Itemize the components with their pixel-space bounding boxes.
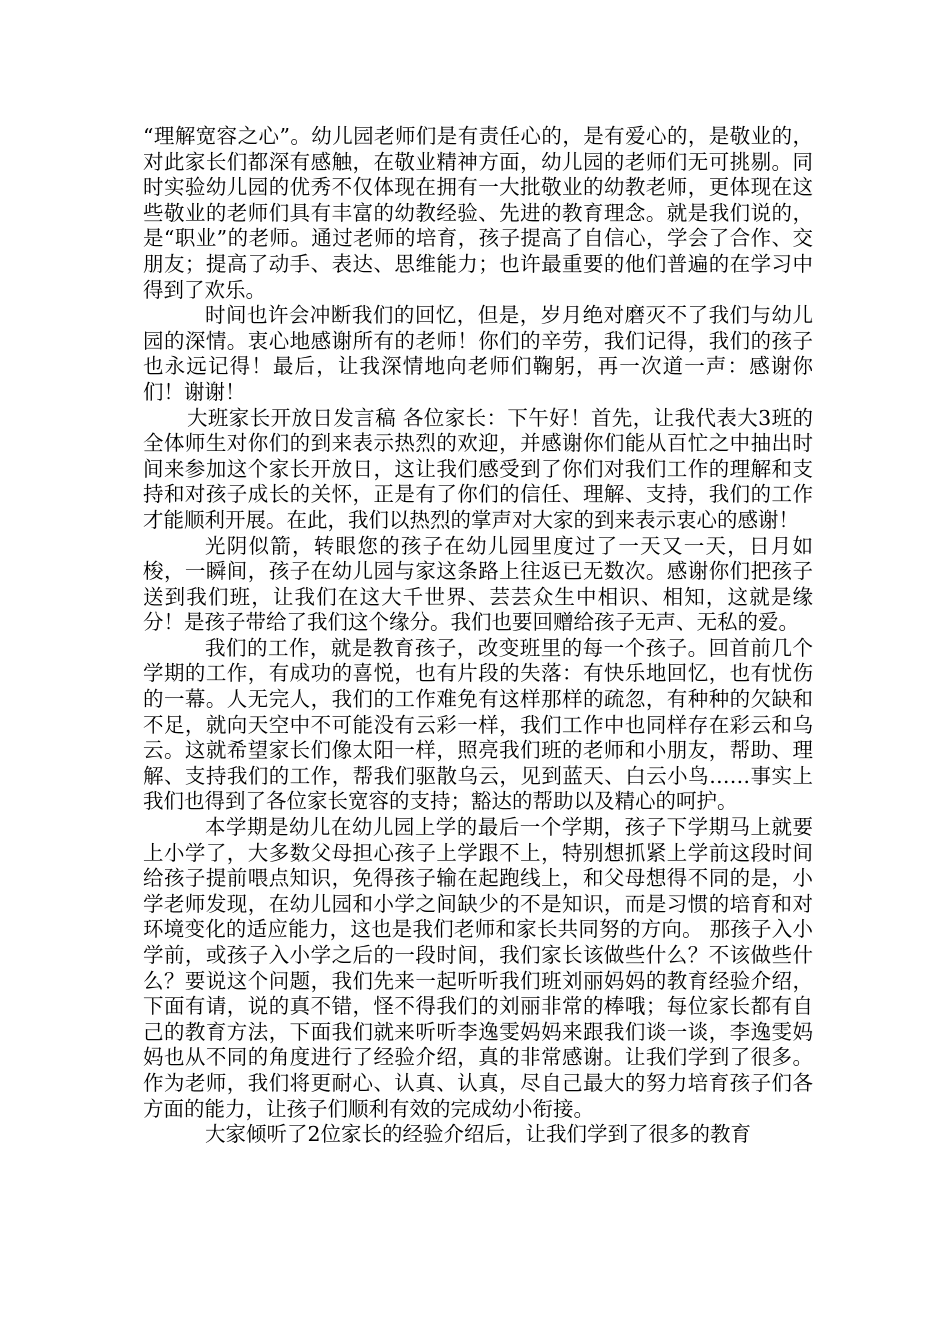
- paragraph-3: 大班家长开放日发言稿 各位家长：下午好！首先，让我代表大3班的全体师生对你们的到来表示热烈的欢迎，并感谢你们能从百忙之中抽出时间来参加这个家长开放日，这让我们感受到了你们对我们工作的理解和支持和对孩子成长的关怀，正是有了你们的信任、理解、支持，我们的工作才能顺利开展。在此，我们以热烈的掌声对大家的到来表示衷心的感谢！: [143, 405, 813, 532]
- paragraph-1: “理解宽容之心”。幼儿园老师们是有责任心的，是有爱心的，是敬业的，对此家长们都深有感触，在敬业精神方面，幼儿园的老师们无可挑剔。同时实验幼儿园的优秀不仅体现在拥有一大批敬业的幼教老师，更体现在这些敬业的老师们具有丰富的幼教经验、先进的教育理念。就是我们说的，是“职业”的老师。通过老师的培育，孩子提高了自信心，学会了合作、交朋友；提高了动手、表达、思维能力；也许最重要的他们普遍的在学习中得到了欢乐。: [143, 124, 813, 302]
- paragraph-6: 本学期是幼儿在幼儿园上学的最后一个学期，孩子下学期马上就要上小学了，大多数父母担心孩子上学跟不上，特别想抓紧上学前这段时间给孩子提前喂点知识，免得孩子输在起跑线上，和父母想得不同的是，小学老师发现，在幼儿园和小学之间缺少的不是知识，而是习惯的培育和对环境变化的适应能力，这也是我们老师和家长共同努的方向。 那孩子入小学前，或孩子入小学之后的一段时间，我们家长该做些什么？不该做些什么？要说这个问题，我们先来一起听听我们班刘丽妈妈的教育经验介绍，下面有请，说的真不错，怪不得我们的刘丽非常的棒哦；每位家长都有自己的教育方法，下面我们就来听听李逸雯妈妈来跟我们谈一谈，李逸雯妈妈也从不同的角度进行了经验介绍，真的非常感谢。让我们学到了很多。作为老师，我们将更耐心、认真、认真，尽自己最大的努力培育孩子们各方面的能力，让孩子们顺利有效的完成幼小衔接。: [143, 815, 813, 1121]
- document-body: [143, 124, 813, 1148]
- paragraph-7: 大家倾听了2位家长的经验介绍后，让我们学到了很多的教育: [205, 1122, 752, 1147]
- paragraph-4: 光阴似箭，转眼您的孩子在幼儿园里度过了一天又一天，日月如梭，一瞬间，孩子在幼儿园与家这条路上往返已无数次。感谢你们把孩子送到我们班，让我们在这大千世界、芸芸众生中相识、相知，这就是缘分！是孩子带给了我们这个缘分。我们也要回赠给孩子无声、无私的爱。: [143, 533, 813, 635]
- paragraph-2: 时间也许会冲断我们的回忆，但是，岁月绝对磨灭不了我们与幼儿园的深情。衷心地感谢所有的老师！你们的辛劳，我们记得，我们的孩子也永远记得！最后，让我深情地向老师们鞠躬，再一次道一声：感谢你们！谢谢！: [143, 303, 813, 404]
- paragraph-5: 我们的工作，就是教育孩子，改变班里的每一个孩子。回首前几个学期的工作，有成功的喜悦，也有片段的失落：有快乐地回忆，也有忧伤的一幕。人无完人，我们的工作难免有这样那样的疏忽，有种种的欠缺和不足，就向天空中不可能没有云彩一样，我们工作中也同样存在彩云和乌云。这就希望家长们像太阳一样，照亮我们班的老师和小朋友，帮助、理解、支持我们的工作，帮我们驱散乌云，见到蓝天、白云小鸟……事实上我们也得到了各位家长宽容的支持；豁达的帮助以及精心的呵护。: [143, 635, 813, 814]
